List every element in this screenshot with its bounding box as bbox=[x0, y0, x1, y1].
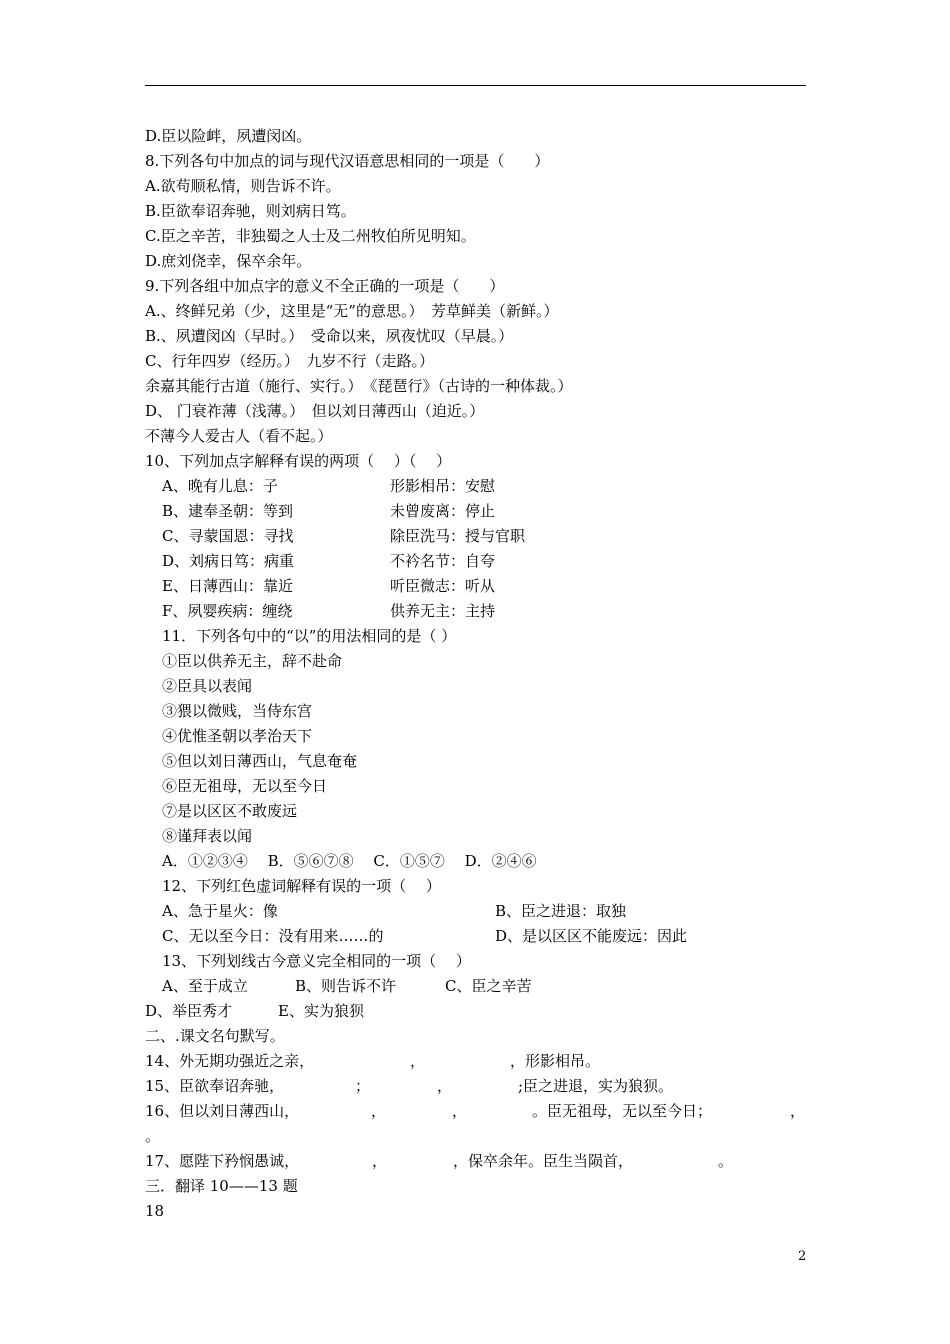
q16-part-2: ， bbox=[371, 1102, 387, 1120]
q15-part-1: 15、臣欲奉诏奔驰， bbox=[145, 1077, 285, 1095]
question-12: 12、下列红色虚词解释有误的一项（ ） bbox=[162, 877, 441, 895]
q9-option-c-cont: 余嘉其能行古道（施行、实行。） 《琵琶行》（古诗的一种体裁。） bbox=[145, 377, 573, 395]
q13-option-b: B、则告诉不许 bbox=[295, 977, 397, 995]
q15-part-3: ， bbox=[437, 1077, 453, 1095]
q11-item-4: ④优惟圣朝以孝治天下 bbox=[162, 727, 313, 745]
q11-item-5: ⑤但以刘日薄西山，气息奄奄 bbox=[162, 752, 358, 770]
q17-part-3: ，保卒余年。臣生当陨首， bbox=[453, 1152, 634, 1170]
q10-row-d-right: 不衿名节：自夸 bbox=[390, 552, 496, 570]
q10-row-f-right: 供养无主：主持 bbox=[390, 602, 496, 620]
q13-option-e: E、实为狼狈 bbox=[278, 1002, 364, 1020]
question-10: 10、下列加点字解释有误的两项（ ）（ ） bbox=[145, 452, 452, 470]
q17-part-4: 。 bbox=[718, 1152, 734, 1170]
question-13: 13、下列划线古今意义完全相同的一项（ ） bbox=[162, 952, 471, 970]
q9-option-d-cont: 不薄今人爱古人（看不起。） bbox=[145, 427, 333, 445]
question-9: 9.下列各组中加点字的意义不全正确的一项是（ ） bbox=[145, 277, 505, 295]
q11-item-2: ②臣具以表闻 bbox=[162, 677, 253, 695]
q10-row-c-left: C、寻蒙国恩：寻找 bbox=[162, 527, 294, 545]
q15-part-4: ;臣之进退，实为狼狈。 bbox=[518, 1077, 674, 1095]
q11-item-8: ⑧谨拜表以闻 bbox=[162, 827, 253, 845]
q10-row-a-left: A、晚有儿息：子 bbox=[162, 477, 278, 495]
q13-option-c: C、臣之辛苦 bbox=[445, 977, 532, 995]
q11-item-1: ①臣以供养无主，辞不赴命 bbox=[162, 652, 343, 670]
q14-part-1: 14、外无期功强近之亲， bbox=[145, 1052, 315, 1070]
q16-part-1: 16、但以刘日薄西山， bbox=[145, 1102, 300, 1120]
q9-option-b: B.、夙遭闵凶（早时。） 受命以来，夙夜忧叹（早晨。） bbox=[145, 327, 514, 345]
q16-part-4: 。臣无祖母，无以至今日； bbox=[532, 1102, 713, 1120]
q15-part-2: ； bbox=[355, 1077, 371, 1095]
question-18: 18 bbox=[145, 1202, 165, 1220]
q16-part-5: ， bbox=[790, 1102, 806, 1120]
q17-part-1: 17、愿陛下矜悯愚诚， bbox=[145, 1152, 300, 1170]
q11-item-7: ⑦是以区区不敢废远 bbox=[162, 802, 298, 820]
q8-option-b: B.臣欲奉诏奔驰，则刘病日笃。 bbox=[145, 202, 356, 220]
q17-part-2: ， bbox=[372, 1152, 388, 1170]
q11-item-3: ③猥以微贱，当侍东宫 bbox=[162, 702, 313, 720]
q12-option-d: D、是以区区不能废远：因此 bbox=[495, 927, 688, 945]
section-3-heading: 三．翻译 10——13 题 bbox=[145, 1177, 298, 1195]
q9-option-d: D、 门衰祚薄（浅薄。） 但以刘日薄西山（迫近。） bbox=[145, 402, 485, 420]
q12-option-a: A、急于星火：像 bbox=[162, 902, 278, 920]
q10-row-f-left: F、夙婴疾病：缠绕 bbox=[162, 602, 293, 620]
q12-option-c: C、无以至今日：没有用来……的 bbox=[162, 927, 384, 945]
q8-option-a: A.欲苟顺私情，则告诉不许。 bbox=[145, 177, 341, 195]
q10-row-e-left: E、日薄西山：靠近 bbox=[162, 577, 293, 595]
q10-row-c-right: 除臣洗马：授与官职 bbox=[390, 527, 526, 545]
q9-option-c: C、行年四岁（经历。） 九岁不行（走路。） bbox=[145, 352, 434, 370]
q11-item-6: ⑥臣无祖母，无以至今日 bbox=[162, 777, 328, 795]
q8-option-d: D.庶刘侥幸，保卒余年。 bbox=[145, 252, 312, 270]
q11-options: A．①②③④ B．⑤⑥⑦⑧ C．①⑤⑦ D．②④⑥ bbox=[162, 852, 537, 870]
q16-part-3: ， bbox=[452, 1102, 468, 1120]
q14-part-3: ，形影相吊。 bbox=[510, 1052, 601, 1070]
q10-row-d-left: D、刘病日笃：病重 bbox=[162, 552, 295, 570]
q10-row-a-right: 形影相吊：安慰 bbox=[390, 477, 496, 495]
q10-row-e-right: 听臣微志：听从 bbox=[390, 577, 496, 595]
q14-part-2: ， bbox=[410, 1052, 426, 1070]
header-rule bbox=[145, 85, 806, 86]
option-d-q7: D.臣以险衅，夙遭闵凶。 bbox=[145, 127, 312, 145]
q13-option-a: A、至于成立 bbox=[162, 977, 248, 995]
q13-option-d: D、举臣秀才 bbox=[145, 1002, 233, 1020]
question-8: 8.下列各句中加点的词与现代汉语意思相同的一项是（ ） bbox=[145, 152, 550, 170]
q10-row-b-left: B、逮奉圣朝：等到 bbox=[162, 502, 294, 520]
page-number: 2 bbox=[798, 1249, 807, 1264]
q8-option-c: C.臣之辛苦，非独蜀之人士及二州牧伯所见明知。 bbox=[145, 227, 476, 245]
question-11: 11．下列各句中的“以”的用法相同的是（ ） bbox=[162, 627, 457, 645]
section-2-heading: 二、.课文名句默写。 bbox=[145, 1027, 285, 1045]
q9-option-a: A.、终鲜兄弟（少，这里是“无”的意思。） 芳草鲜美（新鲜。） bbox=[145, 302, 559, 320]
q10-row-b-right: 未曾废离：停止 bbox=[390, 502, 496, 520]
q12-option-b: B、臣之进退：取独 bbox=[495, 902, 627, 920]
q16-part-6: 。 bbox=[145, 1127, 161, 1145]
